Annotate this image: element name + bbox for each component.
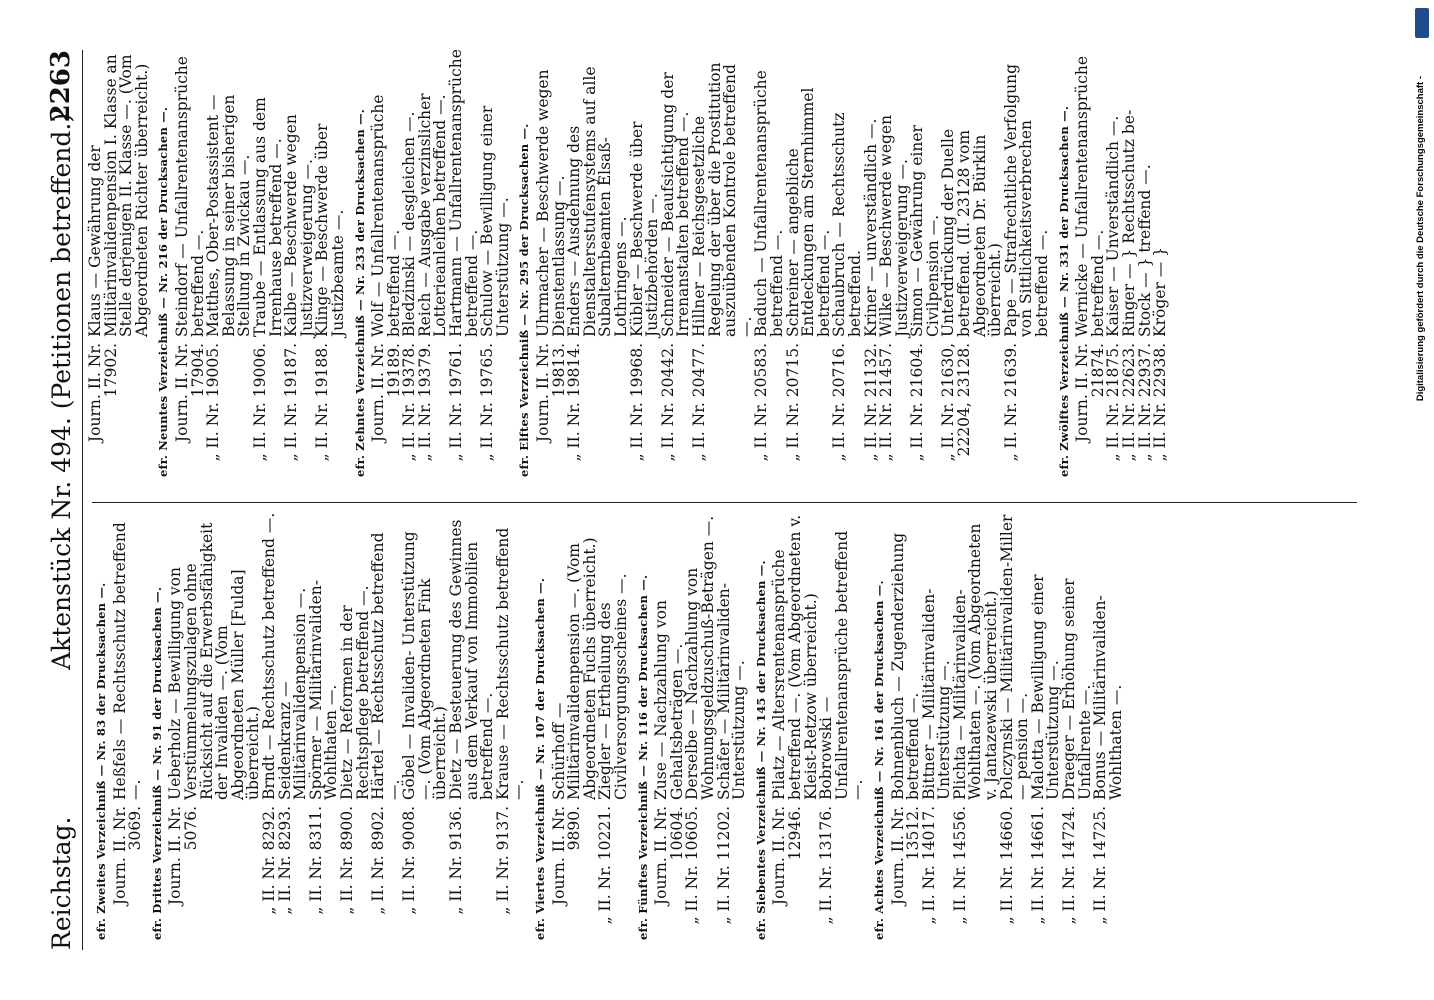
petition-text: Krause — Rechtsschutz betreffend —. (493, 527, 528, 800)
journal-reference: „ II. Nr. 8311. (306, 806, 325, 915)
journal-reference: „ II. Nr. 13176. (817, 806, 836, 925)
petition-text: Härtel — Rechtsschutz betreffend —. (369, 532, 403, 800)
petition-text: Bobrowski — Unfallrentenansprüche betreffend —. (817, 530, 867, 800)
petition-entry (493, 512, 528, 940)
petition-text: Schürhoff — Militärinvalidenpension —. (Vom Abgeordneten Fuchs überreicht.) (549, 537, 599, 800)
petition-entry (919, 512, 954, 940)
section-heading: efr. Zwölftes Verzeichniß — Nr. 331 der Drucksachen —. (1056, 105, 1071, 477)
petition-entry (950, 512, 1001, 940)
petition-text: Hillner — Reichsgesetzliche Regelung der über die Prostitution auszuübenden Kontrole betreffend —. (689, 62, 755, 337)
left-column (88, 512, 1124, 940)
petition-text: Göbel — Invaliden- Unterstützung —. (Vom Abgeordneten Fink überreicht.) (400, 531, 450, 800)
petition-entry (910, 49, 941, 477)
petition-entry (1028, 512, 1063, 940)
petition-text: Dietz — Reformen in der Rechtspflege betreffend —. (337, 585, 372, 800)
petition-entry (168, 512, 262, 940)
petition-text: Bledzinski — desgleichen —. (400, 111, 419, 337)
petition-entry (772, 512, 819, 940)
petition-entry (598, 512, 629, 940)
journal-reference: „ II. Nr. 19379. (415, 343, 434, 462)
petition-entry (685, 512, 716, 940)
journal-reference: „ II. Nr. 19188. (313, 343, 332, 462)
journal-reference: „ II. Nr. 20583. (752, 343, 771, 462)
journal-reference: „ II. Nr. 19968. (627, 343, 646, 462)
petition-text: Wolf — Unfallrentenansprüche betreffend —. (369, 94, 403, 337)
section-heading: efr. Viertes Verzeichniß — Nr. 107 der Drucksachen —. (533, 577, 548, 940)
petition-text: Enders — Ausdehnung des Dienstaltersstufensystems auf alle Subalternbeamten Elsaß-Lothringens —. (565, 66, 630, 337)
petition-text: Reich — Ausgabe verzinslicher Lotterieanleihen betreffend —. (415, 93, 450, 337)
section-heading: efr. Elftes Verzeichniß — Nr. 295 der Drucksachen —. (517, 123, 532, 477)
page-number: 2263 (46, 50, 76, 123)
petition-text: Wilke — Beschwerde wegen Justizverweigerung —. (877, 114, 911, 337)
journal-reference: „ II. Nr. 21630, 22204, 23128. (939, 343, 974, 462)
journal-reference: „ II. Nr. 21132. (861, 343, 880, 462)
journal-reference: Journ. II. Nr. 3069. (110, 806, 145, 906)
journal-reference: „ II. Nr. 20477. (689, 343, 708, 462)
journal-reference: „ II. Nr. 19378. (400, 343, 419, 462)
petition-entry (402, 512, 449, 940)
petition-text: Ringer — } Rechtsschutz be- (1120, 109, 1138, 337)
petition-entry (536, 49, 567, 477)
journal-reference: Journ. II. Nr. 17904. (172, 343, 207, 443)
journal-reference: „ II. Nr. 14724. (1060, 806, 1079, 925)
petition-entry (689, 49, 755, 477)
journal-reference: „ II. Nr. 14556. (950, 806, 969, 925)
journal-reference: „ II. Nr. 19005. (204, 343, 223, 462)
petition-text: Steindorf — Unfallrentenansprüche betreffend —. (172, 56, 207, 337)
petition-entry (879, 49, 910, 477)
petition-entry (714, 512, 749, 940)
petition-entry (819, 512, 866, 940)
petition-text: Kaiser — Unverständlich —. (1104, 115, 1123, 337)
petition-entry (415, 49, 450, 477)
journal-reference: „ II. Nr. 19814. (565, 343, 584, 462)
petition-entry (832, 49, 863, 477)
petition-entry (1062, 512, 1093, 940)
journal-reference: Journ. II. Nr. 21874. (1073, 343, 1107, 443)
journal-reference: Journ. II. Nr. 10604. (652, 806, 686, 906)
petition-text: Schulow — Bewilligung einer Unterstützung —. (478, 105, 512, 337)
journal-reference: „ II. Nr. 21875. (1104, 343, 1123, 462)
section-heading: efr. Fünftes Verzeichniß — Nr. 116 der Drucksachen —. (635, 574, 650, 940)
journal-reference: „ II. Nr. 22623. (1120, 343, 1138, 462)
petition-entry (754, 49, 785, 477)
journal-reference: „ II. Nr. 19187. (282, 343, 301, 462)
petition-text: Dietz — Besteuerung des Gewinnes aus dem Verkauf von Immobilien betreffend —. (447, 519, 497, 800)
journal-reference: „ II. Nr. 10605. (683, 806, 702, 925)
section-heading: efr. Zweites Verzeichniß — Nr. 83 der Drucksachen —. (94, 582, 108, 940)
journal-reference: „ II. Nr. 14660. (997, 806, 1016, 925)
running-head (38, 50, 78, 950)
journal-reference: „ II. Nr. 22937. (1135, 343, 1154, 462)
journal-reference: „ II. Nr. 8900. (337, 806, 356, 915)
journal-reference: „ II. Nr. 9137. (493, 806, 512, 915)
petition-text: Klinge — Beschwerde über Justizbeamte —. (313, 123, 347, 337)
petition-text: Seidenkranz — Militärinvalidenpension —. (275, 587, 310, 800)
journal-reference: „ II. Nr. 19006. (250, 343, 269, 462)
petition-text: Polczynski — Militärinvaliden-Miller — pension —. (997, 514, 1032, 800)
petition-text: Pilatz — Altersrentenansprüche betreffend —. (Vom Abgeordneten v. Kleist-Retzow überreicht.) (770, 514, 820, 800)
petition-text: Bittner — Militärinvaliden-Unterstützung —. (919, 588, 954, 800)
petition-entry (480, 49, 511, 477)
petition-entry (371, 512, 402, 940)
petition-entry (172, 49, 207, 477)
petition-entry (997, 512, 1032, 940)
petition-entry (206, 49, 253, 477)
petition-text: Wernicke — Unfallrentenansprüche betreffend —. (1073, 55, 1107, 337)
journal-reference: „ II. Nr. 19765. (478, 343, 497, 462)
section-heading: efr. Achtes Verzeichniß — Nr. 161 der Drucksachen —. (871, 580, 886, 940)
journal-reference: „ II. Nr. 21604. (908, 343, 927, 462)
petition-entry (549, 512, 599, 940)
petition-text: Schäfer — Militärinvaliden-Unterstützung —. (714, 583, 749, 800)
petition-entry (658, 49, 693, 477)
journal-reference: Journ. II. Nr. 19813. (534, 343, 568, 443)
petition-text: Schneider — Beaufsichtigung der Irrenanstalten betreffend —. (658, 72, 693, 337)
petition-entry (306, 512, 341, 940)
journal-reference: Journ. II. Nr. 13512. (888, 806, 923, 906)
journal-reference: „ II. Nr. 10221. (596, 806, 615, 925)
petition-entry (1075, 49, 1106, 477)
petition-text: Zuse — Nachzahlung von Gehaltsbeträgen —. (652, 600, 686, 800)
right-column (88, 49, 1169, 477)
petition-text: Matthes, Ober-Postassistent — Belassung in seiner bisherigen Stellung in Zwickau —. (204, 94, 254, 337)
petition-text: Kriner — unverständlich —. (861, 118, 880, 337)
petition-text: Schaubruch — Rechtsschutz betreffend. (830, 112, 864, 337)
journal-reference: „ II. Nr. 20442. (658, 343, 677, 462)
petition-text: Hartmann — Unfallrentenansprüche betreffend —. (447, 49, 481, 337)
petition-text: Derselbe — Nachzahlung von Wohnungsgeldzuschuß-Beträgen —. (683, 515, 717, 800)
petition-text: Schreiner — angebliche Entdeckungen am Sternhimmel betreffend —. (783, 87, 833, 337)
journal-reference: „ II. Nr. 9136. (447, 806, 466, 915)
petition-text: Kröger — } (1151, 246, 1170, 337)
petition-text: Traube — Entlassung aus dem Irrenhause betreffend —. (250, 97, 285, 337)
section-heading: efr. Siebentes Verzeichniß — Nr. 145 der Drucksachen —. (753, 560, 768, 940)
petition-text: Bonus — Militärinvaliden-Wohlthaten —. (1091, 595, 1125, 800)
petition-entry (627, 49, 662, 477)
petition-entry (110, 512, 145, 940)
petition-entry (783, 49, 833, 477)
petition-text: Uhrmacher — Beschwerde wegen Dienstentlassung —. (534, 69, 568, 337)
journal-reference: „ II. Nr. 8902. (369, 806, 388, 915)
petition-entry (275, 512, 310, 940)
petition-entry (315, 49, 346, 477)
section-heading: efr. Neuntes Verzeichniß — Nr. 216 der Drucksachen —. (156, 106, 171, 477)
petition-text: Spörner — Militärinvaliden-Wohlthaten —. (306, 580, 341, 800)
journal-reference: „ II. Nr. 19761. (447, 343, 466, 462)
journal-reference: „ II. Nr. 8293. (275, 806, 294, 915)
petition-entry (941, 49, 1003, 477)
petition-text: Ziegler — Ertheilung des Civilversorgungsscheines —. (596, 573, 630, 800)
journal-reference: „ II. Nr. 8292. (259, 806, 278, 915)
digitization-sidebar (1412, 8, 1430, 992)
petition-text: Stock — } treffend —. (1135, 164, 1154, 337)
petition-entry (449, 49, 480, 477)
column-divider (92, 502, 1357, 503)
petition-entry (250, 49, 285, 477)
journal-reference: „ II. Nr. 20716. (830, 343, 849, 462)
petition-entry (88, 49, 150, 477)
header-center: Aktenstück Nr. 494. (Petitionen betreffend.) (47, 112, 76, 670)
journal-reference: „ II. Nr. 14725. (1091, 806, 1110, 925)
petition-entry (567, 49, 629, 477)
journal-reference: Journ. II. Nr. 9890. (549, 806, 584, 906)
petition-text: Ueberholz — Bewilligung von Verstümmelungszulagen ohne Rücksicht auf die Erwerbsfähigkeit der Invaliden —. (Vom Abgeordneten Müller [Fulda] überreicht.) (166, 522, 263, 800)
petition-entry (284, 49, 315, 477)
petition-text: Brndt — Rechtsschutz betreffend —. (259, 512, 278, 800)
journal-reference: „ II. Nr. 9008. (400, 806, 419, 915)
journal-reference: Journ. II. Nr. 12946. (770, 806, 804, 906)
petition-text: Kalbe — Beschwerde wegen Justizverweigerung —. (282, 114, 316, 337)
journal-reference: Journ. II. Nr. 5076. (166, 806, 200, 906)
petition-text: Pape — Strafrechtliche Verfolgung von Sittlichkeitsverbrechen betreffend —. (1001, 64, 1052, 337)
petition-entry (1001, 49, 1052, 477)
journal-reference: „ II. Nr. 20715. (783, 343, 802, 462)
petition-text: Plichta — Militärinvaliden-Wohlthaten —. (Vom Abgeordneten v. Jantazewski überreicht.) (950, 523, 1001, 800)
petition-text: Draeger — Erhöhung seiner Unfallrente —. (1060, 578, 1094, 800)
journal-reference: „ II. Nr. 21639. (1001, 343, 1020, 462)
journal-reference: „ II. Nr. 11202. (714, 806, 733, 925)
petition-entry (449, 512, 496, 940)
journal-reference: „ II. Nr. 22938. (1151, 343, 1170, 462)
header-rule (82, 50, 83, 950)
header-left: Reichstag. (47, 816, 76, 950)
petition-entry (888, 512, 923, 940)
section-heading: efr. Zehntes Verzeichniß — Nr. 233 der Drucksachen —. (352, 109, 367, 477)
petition-text: Klaus — Gewährung der Militärinvalidenpension I. Klasse an Stelle derjenigen II. Klasse —. (Vom Abgeordneten Richter überreicht.) (86, 54, 151, 337)
petition-text: Kübler — Beschwerde über Justizbehörden —. (627, 121, 662, 337)
section-heading: efr. Drittes Verzeichniß — Nr. 91 der Drucksachen —. (149, 586, 164, 940)
journal-reference: Journ. II. Nr. 19189. (369, 343, 403, 443)
petition-entry (654, 512, 685, 940)
petition-entry (1093, 512, 1124, 940)
journal-reference: „ II. Nr. 14017. (919, 806, 938, 925)
petition-text: Simon — Gewährung einer Civilpension —. (908, 125, 942, 337)
petition-entry (371, 49, 402, 477)
petition-entry (1153, 49, 1169, 477)
petition-text: Unterdrückung der Duelle betreffend. (II. 23128 vom Abgeordneten Dr. Bürklin überreicht.) (939, 128, 1005, 337)
journal-reference: „ II. Nr. 21457. (877, 343, 896, 462)
petition-text: Heßfels — Rechtsschutz betreffend —. (110, 522, 145, 800)
petition-entry (337, 512, 372, 940)
journal-reference: Journ. II. Nr. 17902. (86, 343, 120, 443)
digitization-notice: Digitalisierung gefördert durch die Deutsche Forschungsgemeinschaft - (1415, 76, 1426, 402)
petition-text: Baduch — Unfallrentenansprüche betreffend —. (752, 70, 786, 337)
petition-text: Malotta — Bewilligung einer Unterstützung —. (1028, 574, 1063, 800)
petition-text: Bohnenbluch — Zugenderziehung betreffend —. (888, 532, 923, 800)
journal-reference: „ II. Nr. 14661. (1028, 806, 1047, 925)
